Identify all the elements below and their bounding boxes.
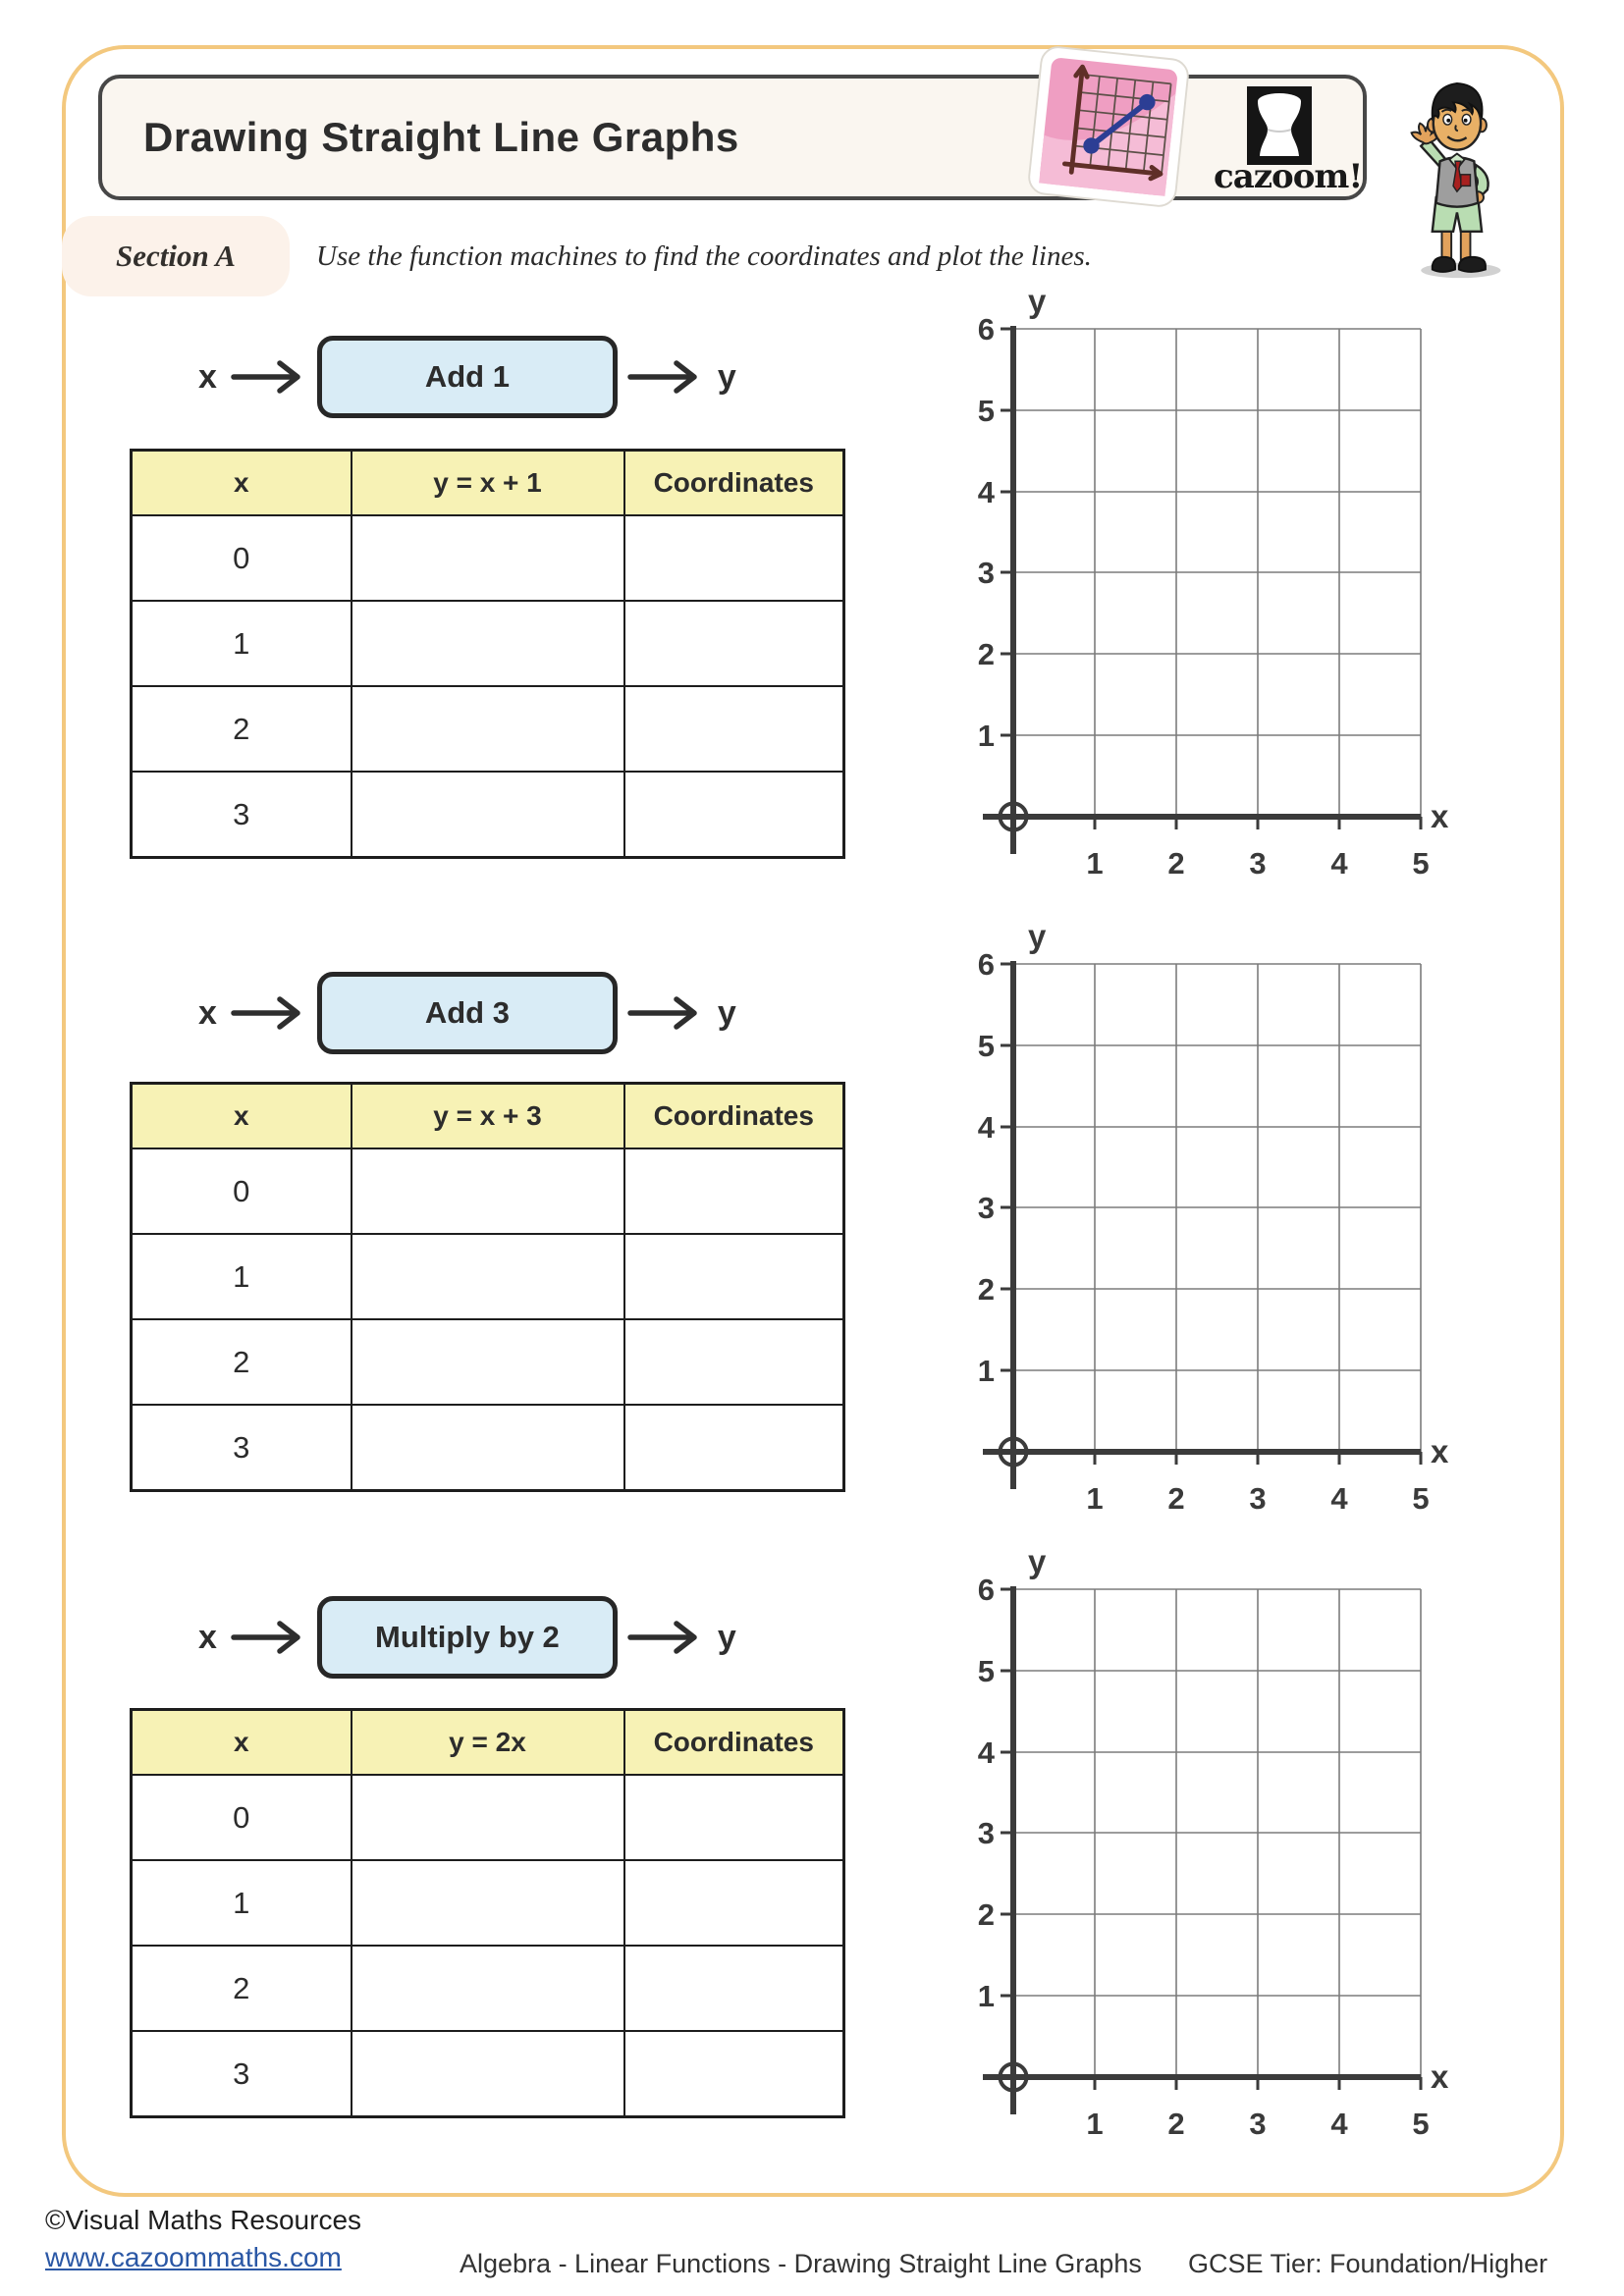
answer-cell: [352, 1946, 624, 2031]
section-label-badge: Section A: [62, 216, 290, 296]
y-tick-label: 2: [977, 637, 995, 671]
col-header-x: x: [132, 1710, 352, 1776]
answer-cell: [352, 1405, 624, 1491]
machine-box: [317, 336, 618, 418]
x-tick-label: 5: [1412, 846, 1430, 881]
answer-cell: [624, 1148, 844, 1234]
x-tick-label: 5: [1412, 1481, 1430, 1516]
y-axis-label: y: [1028, 920, 1047, 954]
y-tick-label: 5: [977, 1029, 995, 1063]
y-tick-label: 5: [977, 1654, 995, 1688]
function-machine-2: [194, 972, 740, 1054]
line-graph-sticker-icon: [1025, 43, 1191, 209]
arrow-right-icon: [231, 356, 307, 398]
table-header-row: [132, 1084, 844, 1149]
x-tick-label: 3: [1249, 2107, 1267, 2141]
values-table-2: [130, 1082, 845, 1492]
x-value-cell: 3: [132, 1405, 352, 1491]
answer-cell: [624, 686, 844, 772]
col-header-coordinates: Coordinates: [624, 451, 844, 516]
table-row: [132, 1946, 844, 2031]
answer-cell: [352, 515, 624, 601]
machine-operation-label: Add 1: [424, 359, 510, 394]
col-header-equation: y = 2x: [352, 1710, 624, 1776]
table-row: [132, 1860, 844, 1946]
page-title: Drawing Straight Line Graphs: [143, 114, 739, 160]
values-table-1: [130, 449, 845, 859]
x-tick-label: 3: [1249, 846, 1267, 881]
y-tick-label: 6: [977, 1573, 995, 1607]
x-tick-label: 1: [1086, 846, 1104, 881]
machine-input-label: x: [198, 993, 217, 1032]
machine-output-label: y: [717, 1618, 736, 1656]
x-tick-label: 3: [1249, 1481, 1267, 1516]
x-value-cell: 3: [132, 2031, 352, 2117]
x-axis-label: x: [1431, 798, 1449, 834]
answer-cell: [624, 601, 844, 686]
table-row: [132, 1775, 844, 1860]
y-tick-label: 3: [977, 1191, 995, 1225]
machine-box: [317, 1596, 618, 1679]
col-header-x: x: [132, 1084, 352, 1149]
copyright-text: ©Visual Maths Resources: [45, 2205, 362, 2235]
table-row: [132, 772, 844, 858]
answer-cell: [624, 515, 844, 601]
table-row: [132, 1148, 844, 1234]
function-machine-1: [194, 336, 740, 418]
y-axis-label: y: [1028, 285, 1047, 319]
table-row: [132, 686, 844, 772]
website-link[interactable]: www.cazoommaths.com: [45, 2242, 342, 2272]
function-machine-3: [194, 1596, 740, 1679]
machine-operation-label: Multiply by 2: [375, 1620, 560, 1654]
y-tick-label: 6: [977, 947, 995, 982]
machine-output-label: y: [717, 357, 736, 396]
x-value-cell: 0: [132, 1775, 352, 1860]
x-value-cell: 1: [132, 1860, 352, 1946]
footer-topic-text: Algebra - Linear Functions - Drawing Straight Line Graphs: [460, 2249, 1142, 2278]
answer-cell: [352, 1860, 624, 1946]
arrow-right-icon: [627, 1617, 704, 1658]
y-tick-label: 1: [977, 1354, 995, 1388]
y-axis-label: y: [1028, 1545, 1047, 1579]
x-value-cell: 3: [132, 772, 352, 858]
table-row: [132, 1234, 844, 1319]
table-row: [132, 2031, 844, 2117]
answer-cell: [624, 1775, 844, 1860]
x-tick-label: 1: [1086, 2107, 1104, 2141]
answer-cell: [624, 772, 844, 858]
table-row: [132, 1405, 844, 1491]
col-header-equation: y = x + 1: [352, 451, 624, 516]
y-tick-label: 1: [977, 719, 995, 753]
col-header-coordinates: Coordinates: [624, 1710, 844, 1776]
y-tick-label: 4: [977, 1735, 995, 1770]
machine-output-label: y: [717, 993, 736, 1032]
table-row: [132, 601, 844, 686]
y-tick-label: 2: [977, 1897, 995, 1932]
machine-box: [317, 972, 618, 1054]
x-tick-label: 4: [1330, 2107, 1348, 2141]
x-value-cell: 2: [132, 1946, 352, 2031]
x-value-cell: 0: [132, 515, 352, 601]
arrow-right-icon: [627, 356, 704, 398]
cazoom-logo-text: cazoom!: [1214, 157, 1363, 196]
section-instruction: Use the function machines to find the coordinates and plot the lines.: [316, 240, 1092, 272]
x-value-cell: 1: [132, 601, 352, 686]
x-value-cell: 1: [132, 1234, 352, 1319]
machine-input-label: x: [198, 1618, 217, 1656]
answer-cell: [352, 1234, 624, 1319]
machine-input-label: x: [198, 357, 217, 396]
col-header-coordinates: Coordinates: [624, 1084, 844, 1149]
x-tick-label: 2: [1167, 846, 1185, 881]
cartoon-boy-mascot: [1398, 55, 1512, 283]
table-row: [132, 515, 844, 601]
table-header-row: [132, 1710, 844, 1776]
answer-cell: [624, 2031, 844, 2117]
arrow-right-icon: [231, 1617, 307, 1658]
coordinate-grid-3: [967, 1545, 1473, 2159]
x-tick-label: 4: [1330, 846, 1348, 881]
answer-cell: [624, 1860, 844, 1946]
djembe-drum-icon: [1247, 86, 1312, 165]
answer-cell: [352, 601, 624, 686]
y-tick-label: 4: [977, 475, 995, 509]
answer-cell: [352, 1775, 624, 1860]
col-header-x: x: [132, 451, 352, 516]
col-header-equation: y = x + 3: [352, 1084, 624, 1149]
answer-cell: [624, 1405, 844, 1491]
y-tick-label: 4: [977, 1110, 995, 1145]
answer-cell: [624, 1946, 844, 2031]
y-tick-label: 2: [977, 1272, 995, 1307]
answer-cell: [352, 2031, 624, 2117]
arrow-right-icon: [231, 992, 307, 1034]
answer-cell: [352, 1319, 624, 1405]
x-value-cell: 2: [132, 1319, 352, 1405]
answer-cell: [352, 686, 624, 772]
answer-cell: [352, 772, 624, 858]
y-tick-label: 3: [977, 556, 995, 590]
x-value-cell: 0: [132, 1148, 352, 1234]
x-axis-label: x: [1431, 2058, 1449, 2095]
answer-cell: [352, 1148, 624, 1234]
machine-operation-label: Add 3: [424, 995, 510, 1030]
x-value-cell: 2: [132, 686, 352, 772]
answer-cell: [624, 1234, 844, 1319]
arrow-right-icon: [627, 992, 704, 1034]
y-tick-label: 5: [977, 394, 995, 428]
coordinate-grid-2: [967, 920, 1473, 1533]
answer-cell: [624, 1319, 844, 1405]
x-tick-label: 2: [1167, 2107, 1185, 2141]
values-table-3: [130, 1708, 845, 2118]
y-tick-label: 1: [977, 1979, 995, 2013]
table-row: [132, 1319, 844, 1405]
y-tick-label: 3: [977, 1816, 995, 1850]
x-tick-label: 5: [1412, 2107, 1430, 2141]
y-tick-label: 6: [977, 312, 995, 347]
table-header-row: [132, 451, 844, 516]
x-axis-label: x: [1431, 1433, 1449, 1469]
coordinate-grid-1: [967, 285, 1473, 898]
x-tick-label: 4: [1330, 1481, 1348, 1516]
x-tick-label: 2: [1167, 1481, 1185, 1516]
footer-tier-text: GCSE Tier: Foundation/Higher: [1188, 2249, 1548, 2278]
x-tick-label: 1: [1086, 1481, 1104, 1516]
